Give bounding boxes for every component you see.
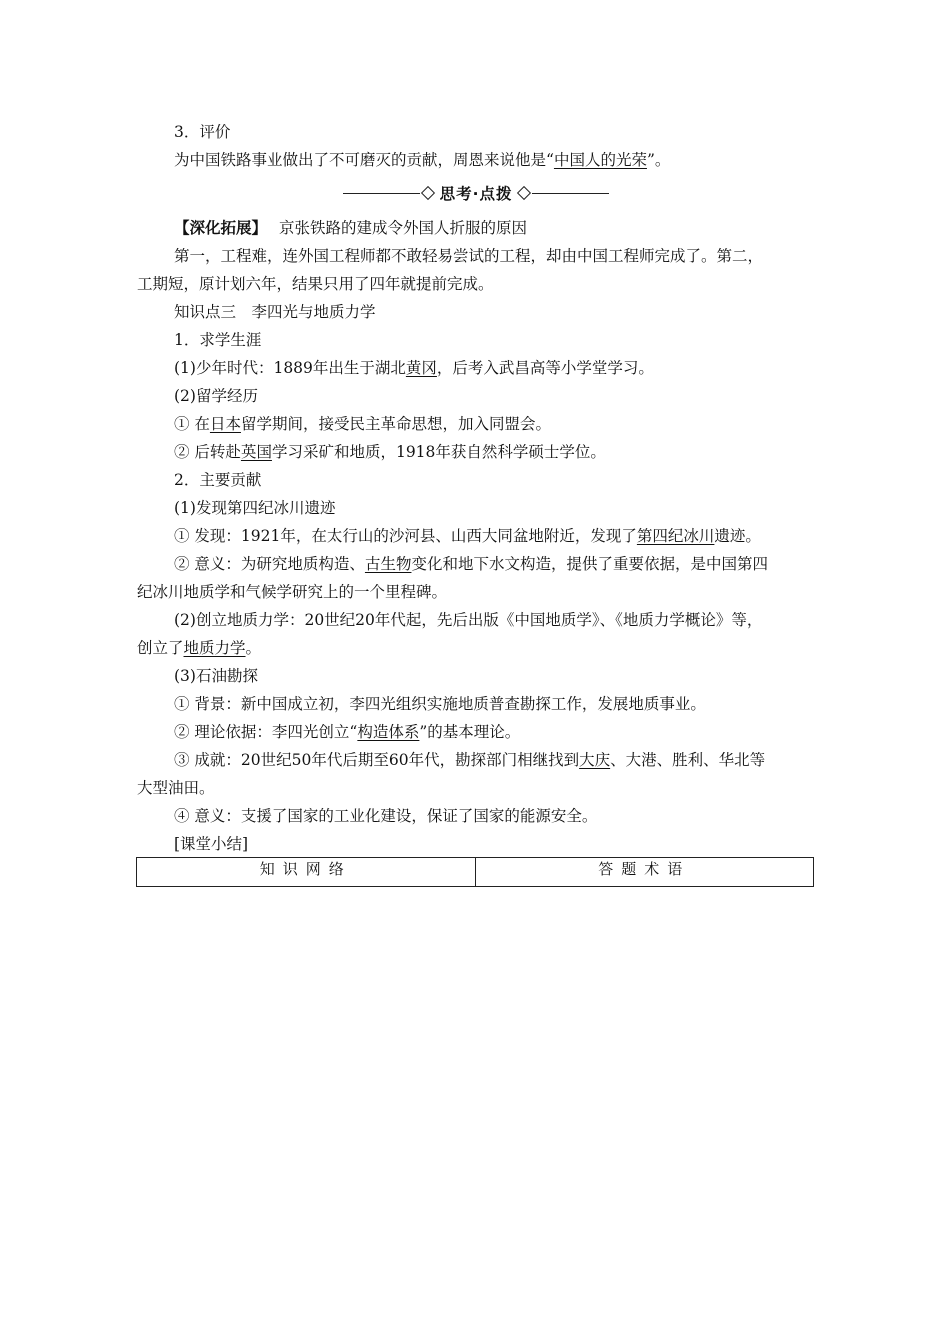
abroad-item-2 <box>174 442 606 462</box>
glacier-item-2 <box>174 554 768 574</box>
underlined-term: 日本 <box>209 415 241 433</box>
underlined-term: 英国 <box>240 443 272 461</box>
underlined-term: 构造体系 <box>357 723 420 741</box>
underlined-term: 黄冈 <box>405 359 437 377</box>
banner-title: 思考·点拨 <box>439 185 513 203</box>
text-segment: 留学期间，接受民主革命思想，加入同盟会。 <box>240 415 551 433</box>
class-summary-label: [课堂小结] <box>174 835 249 853</box>
glacier-item-1 <box>174 526 761 546</box>
table-header-answer-terms: 答题术语 <box>475 858 814 886</box>
text-segment: 创立了 <box>137 639 184 657</box>
text-segment: ，后考入武昌高等小学堂学习。 <box>436 359 654 377</box>
table-header-knowledge-network: 知识网络 <box>259 860 352 878</box>
think-guide-banner <box>343 183 609 203</box>
text-segment: 遗迹。 <box>714 527 761 545</box>
diamond-icon <box>517 186 531 200</box>
oil-item-3 <box>174 750 765 770</box>
diamond-icon <box>420 186 434 200</box>
text-segment: ”。 <box>646 151 671 169</box>
mechanics-item: (2)创立地质力学：20世纪20年代起，先后出版《中国地质学》、《地质力学概论》等， <box>174 611 763 629</box>
oil-heading: (3)石油勘探 <box>174 667 258 685</box>
text-segment: (1)少年时代：1889年出生于湖北 <box>174 359 406 377</box>
extension-heading <box>174 218 527 238</box>
abroad-heading: (2)留学经历 <box>174 387 258 405</box>
extension-title: 京张铁路的建成令外国人折服的原因 <box>279 219 528 237</box>
underlined-term: 地质力学 <box>183 639 246 657</box>
glacier-item-2-cont: 纪冰川地质学和气候学研究上的一个里程碑。 <box>137 583 448 601</box>
underlined-term: 第四纪冰川 <box>636 527 715 545</box>
oil-item-3-cont: 大型油田。 <box>137 779 215 797</box>
text-segment: ② 理论依据：李四光创立“ <box>174 723 358 741</box>
text-segment: ”的基本理论。 <box>419 723 521 741</box>
text-segment: 为中国铁路事业做出了不可磨灭的贡献，周恩来说他是“ <box>174 151 554 169</box>
oil-item-1: ① 背景：新中国成立初，李四光组织实施地质普查勘探工作，发展地质事业。 <box>174 695 706 713</box>
text-segment: ② 后转赴 <box>174 443 241 461</box>
oil-item-2 <box>174 722 520 742</box>
mechanics-item-cont <box>137 638 261 658</box>
banner-rule-left <box>343 193 420 194</box>
subsection-contribution-title: 2．主要贡献 <box>174 471 262 489</box>
extension-paragraph-line-2: 工期短，原计划六年，结果只用了四年就提前完成。 <box>137 275 494 293</box>
underlined-term: 中国人的光荣 <box>553 151 647 169</box>
underlined-term: 古生物 <box>364 555 412 573</box>
underlined-term: 大庆 <box>579 751 611 769</box>
extension-paragraph-line-1: 第一，工程难，连外国工程师都不敢轻易尝试的工程，却由中国工程师完成了。第二， <box>174 247 764 265</box>
oil-item-4: ④ 意义：支援了国家的工业化建设，保证了国家的能源安全。 <box>174 807 598 825</box>
text-segment: 。 <box>245 639 262 657</box>
youth-item <box>174 358 654 378</box>
banner-rule-right <box>532 193 609 194</box>
text-segment: ① 在 <box>174 415 210 433</box>
extension-label: 【深化拓展】 <box>174 218 268 237</box>
abroad-item-1 <box>174 414 551 434</box>
section-3-title: 3．评价 <box>174 123 231 141</box>
text-segment: 变化和地下水文构造，提供了重要依据，是中国第四 <box>411 555 768 573</box>
evaluation-text <box>174 150 670 170</box>
subsection-study-title: 1．求学生涯 <box>174 331 262 349</box>
text-segment: 、大港、胜利、华北等 <box>610 751 766 769</box>
glacier-heading: (1)发现第四纪冰川遗迹 <box>174 499 336 517</box>
text-segment: 学习采矿和地质，1918年获自然科学硕士学位。 <box>271 443 606 461</box>
text-segment: ③ 成就：20世纪50年代后期至60年代，勘探部门相继找到 <box>174 751 580 769</box>
text-segment: ① 发现：1921年，在太行山的沙河县、山西大同盆地附近，发现了 <box>174 527 637 545</box>
text-segment: ② 意义：为研究地质构造、 <box>174 555 365 573</box>
summary-table <box>136 857 814 887</box>
knowledge-point-3-title: 知识点三 李四光与地质力学 <box>174 303 376 321</box>
